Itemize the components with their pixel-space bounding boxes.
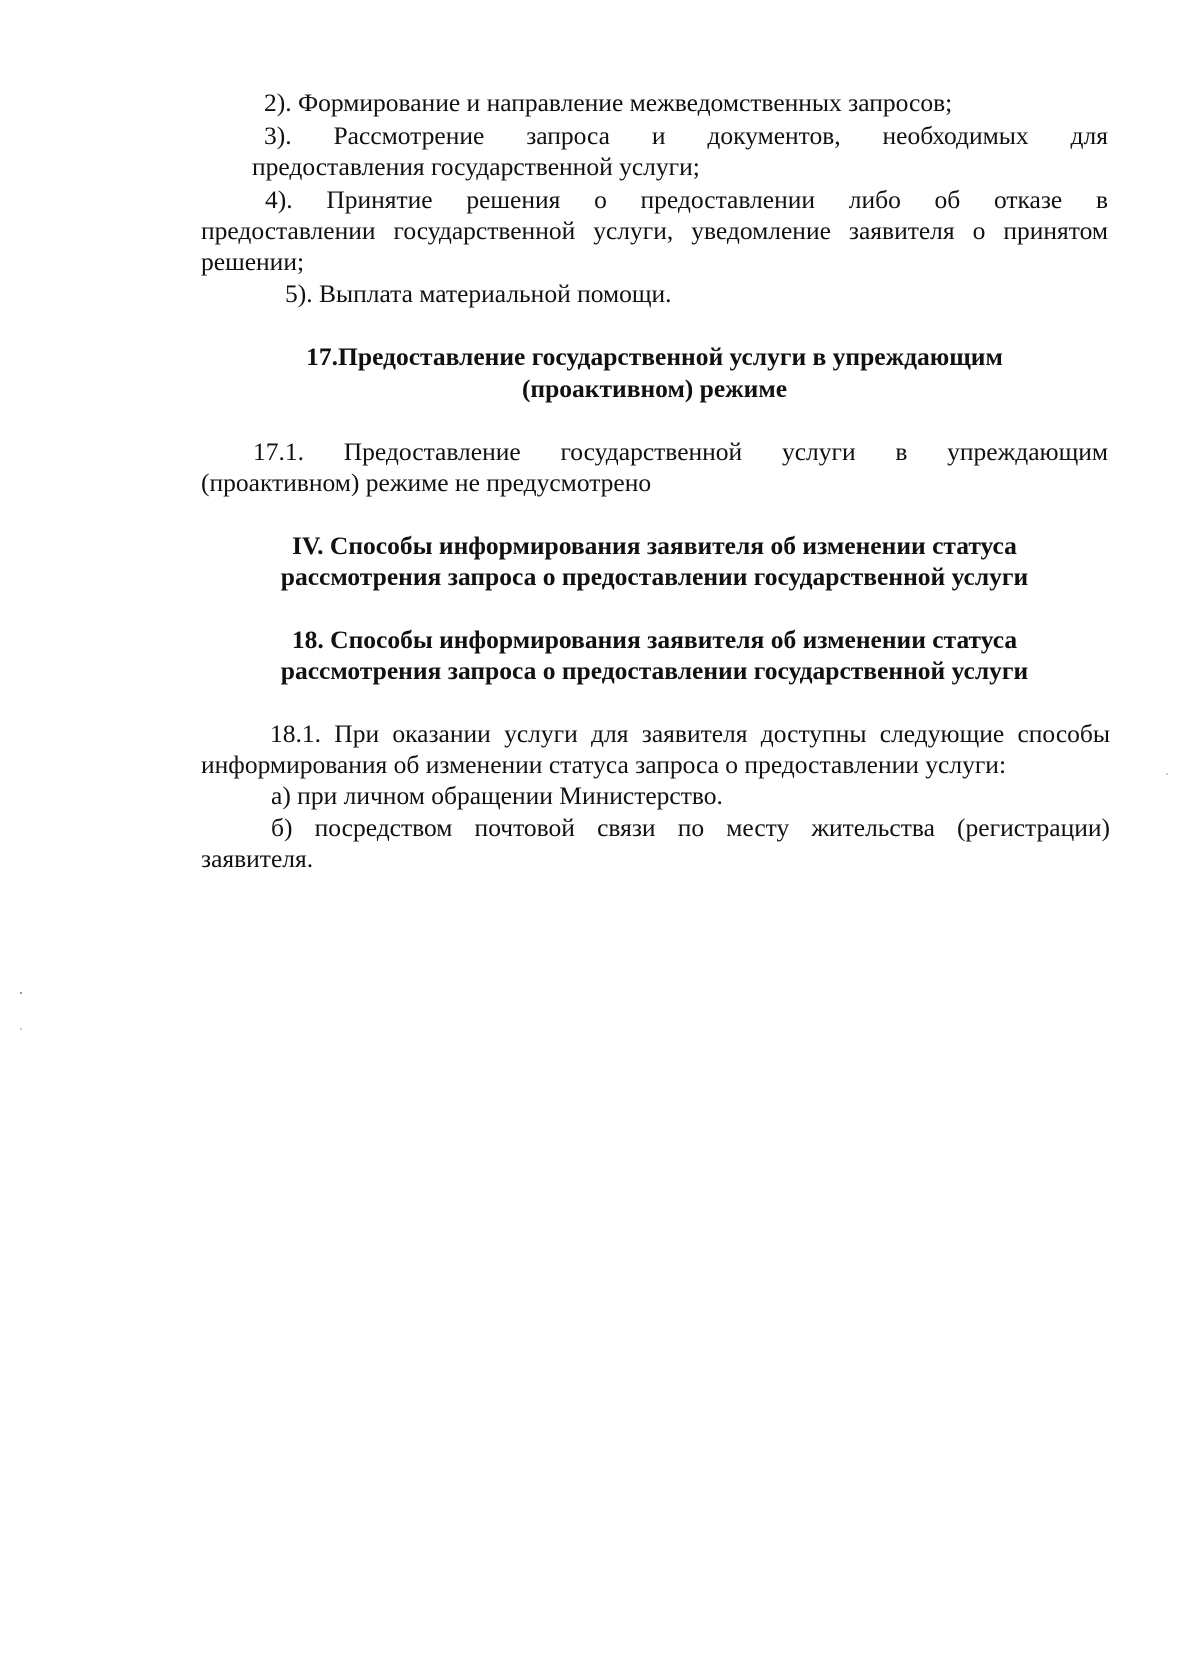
scan-speck	[20, 1028, 22, 1030]
scan-speck	[20, 992, 22, 994]
list-item-4-line-2: предоставлении государственной услуги, уведомление заявителя о принятом	[201, 216, 1108, 245]
list-item-2: 2). Формирование и направление межведомственных запросов;	[264, 88, 953, 117]
list-item-3-line-2: предоставления государственной услуги;	[252, 152, 700, 181]
subitem-b-line-2: заявителя.	[201, 844, 314, 873]
list-item-4-line-1: 4). Принятие решения о предоставлении либо об отказе в	[265, 185, 1108, 214]
chapter-4-heading-line-2: рассмотрения запроса о предоставлении государственной услуги	[280, 562, 1029, 591]
list-item-4-line-3: решении;	[201, 247, 305, 276]
section-17-heading-line-2: (проактивном) режиме	[521, 374, 788, 403]
paragraph-17-1-line-1: 17.1. Предоставление государственной услуги в упреждающим	[253, 437, 1108, 466]
list-item-3-line-1: 3). Рассмотрение запроса и документов, необходимых для	[264, 121, 1108, 150]
section-18-heading-line-1: 18. Способы информирования заявителя об изменении статуса	[291, 625, 1018, 654]
section-18-heading-line-2: рассмотрения запроса о предоставлении государственной услуги	[280, 656, 1029, 685]
section-17-heading-line-1: 17.Предоставление государственной услуги в упреждающим	[306, 342, 1003, 371]
chapter-4-heading-line-1: IV. Способы информирования заявителя об изменении статуса	[292, 531, 1017, 560]
paragraph-17-1-line-2: (проактивном) режиме не предусмотрено	[201, 468, 652, 497]
scan-speck	[1166, 773, 1168, 775]
paragraph-18-1-line-1: 18.1. При оказании услуги для заявителя доступны следующие способы	[270, 719, 1110, 748]
list-item-5: 5). Выплата материальной помощи.	[285, 279, 672, 308]
subitem-b-line-1: б) посредством почтовой связи по месту жительства (регистрации)	[271, 813, 1110, 842]
paragraph-18-1-line-2: информирования об изменении статуса запроса о предоставлении услуги:	[201, 750, 1007, 779]
subitem-a: а) при личном обращении Министерство.	[271, 781, 723, 810]
